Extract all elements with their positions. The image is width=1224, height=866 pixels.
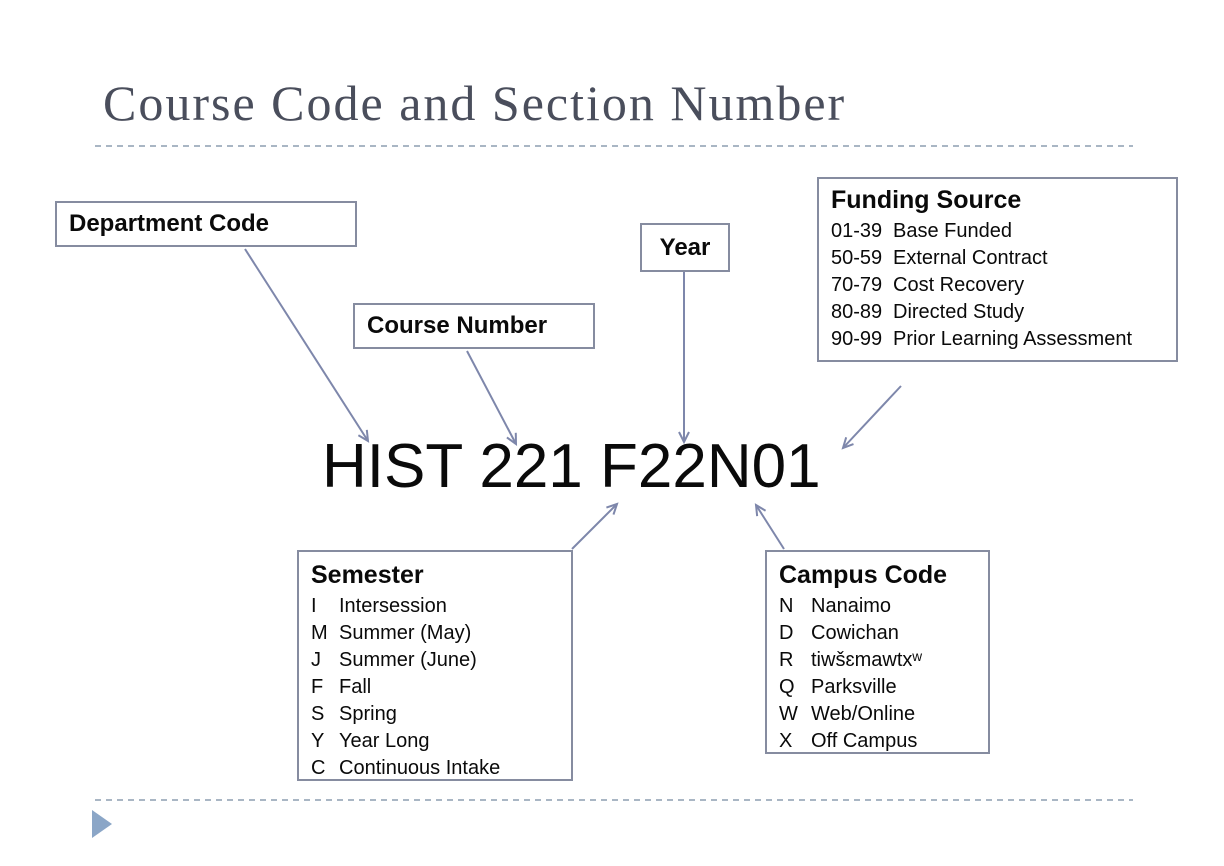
funding-item-code: 01-39	[831, 220, 883, 243]
campus-item-label: Cowichan	[811, 622, 899, 645]
semester-item-label: Spring	[339, 703, 397, 726]
semester-item	[311, 728, 559, 755]
semester-item-label: Continuous Intake	[339, 757, 501, 780]
semester-item-code: I	[311, 595, 317, 618]
campus-item-label: Parksville	[811, 676, 897, 699]
funding-item-label: Base Funded	[893, 220, 1012, 243]
page-title: Course Code and Section Number	[103, 75, 847, 131]
funding-source-list	[831, 218, 1164, 353]
example-course-code: HIST 221 F22N01	[322, 432, 821, 501]
callout-box-course-number	[353, 303, 595, 349]
campus-item-code: R	[779, 649, 794, 672]
funding-item	[831, 299, 1164, 326]
funding-item	[831, 326, 1164, 353]
funding-item	[831, 272, 1164, 299]
callout-box-campus-code	[765, 550, 990, 754]
campus-item-code: W	[779, 703, 798, 726]
campus-item	[779, 593, 976, 620]
funding-item	[831, 245, 1164, 272]
semester-item	[311, 593, 559, 620]
callout-box-department-code	[55, 201, 357, 247]
semester-title: Semester	[311, 561, 424, 589]
campus-item	[779, 701, 976, 728]
semester-item-code: J	[311, 649, 321, 672]
campus-item-code: D	[779, 622, 794, 645]
semester-item-code: F	[311, 676, 324, 699]
semester-item-code: S	[311, 703, 325, 726]
campus-item	[779, 728, 976, 755]
semester-item	[311, 674, 559, 701]
campus-item-code: N	[779, 595, 794, 618]
funding-source-title: Funding Source	[831, 186, 1022, 214]
funding-item-code: 80-89	[831, 301, 883, 324]
funding-item-label: Prior Learning Assessment	[893, 328, 1133, 351]
campus-item-code: Q	[779, 676, 795, 699]
funding-item-label: External Contract	[893, 247, 1048, 270]
campus-item	[779, 647, 976, 674]
funding-item-label: Cost Recovery	[893, 274, 1025, 297]
semester-item-label: Summer (May)	[339, 622, 472, 645]
arrow-course-number	[467, 351, 516, 444]
slide-footer-triangle-icon	[92, 810, 112, 838]
campus-item-label: Nanaimo	[811, 595, 892, 618]
campus-item-label: tiwšɛmawtxʷ	[811, 649, 923, 672]
semester-item-label: Fall	[339, 676, 372, 699]
campus-item	[779, 620, 976, 647]
funding-item-label: Directed Study	[893, 301, 1025, 324]
arrow-campus-code	[756, 505, 784, 549]
semester-item-code: M	[311, 622, 328, 645]
campus-item	[779, 674, 976, 701]
semester-item-code: Y	[311, 730, 325, 753]
campus-code-title: Campus Code	[779, 561, 948, 589]
semester-item-label: Summer (June)	[339, 649, 477, 672]
course-number-label: Course Number	[367, 312, 548, 339]
funding-item-code: 90-99	[831, 328, 883, 351]
semester-item-label: Year Long	[339, 730, 430, 753]
callout-box-semester	[297, 550, 573, 781]
arrow-semester	[572, 504, 617, 549]
callout-box-funding-source	[817, 177, 1178, 362]
campus-item-label: Web/Online	[811, 703, 916, 726]
year-label: Year	[659, 233, 711, 261]
semester-item	[311, 755, 559, 782]
campus-code-list	[779, 593, 976, 755]
callout-box-year	[640, 223, 730, 272]
semester-item	[311, 620, 559, 647]
semester-item-label: Intersession	[339, 595, 447, 618]
arrow-department-code	[245, 249, 368, 441]
funding-item	[831, 218, 1164, 245]
campus-item-label: Off Campus	[811, 730, 918, 753]
semester-list	[311, 593, 559, 782]
arrow-funding-source	[843, 386, 901, 448]
campus-item-code: X	[779, 730, 793, 753]
semester-item-code: C	[311, 757, 326, 780]
semester-item	[311, 701, 559, 728]
funding-item-code: 70-79	[831, 274, 883, 297]
semester-item	[311, 647, 559, 674]
department-code-label: Department Code	[69, 210, 270, 237]
funding-item-code: 50-59	[831, 247, 883, 270]
